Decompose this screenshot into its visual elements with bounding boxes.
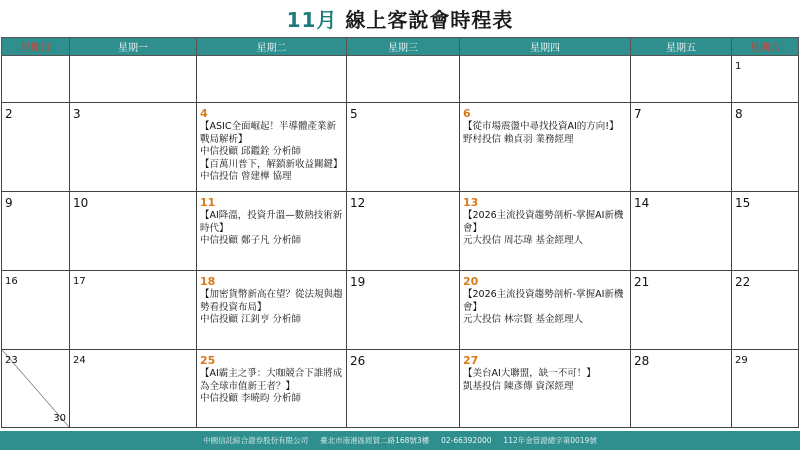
event-speaker: 凱基投信 陳彥傳 資深經理 xyxy=(463,380,574,392)
event-speaker: 中信投顧 江釗亨 分析師 xyxy=(200,314,302,325)
event-title: 【百萬川普下，解鎖新收益關鍵】 xyxy=(200,158,343,170)
day-number: 11 xyxy=(200,196,216,209)
day-cell xyxy=(732,271,799,350)
day-number: 19 xyxy=(350,275,366,289)
day-cell xyxy=(460,103,631,192)
day-cell xyxy=(2,271,70,350)
day-cell xyxy=(197,271,347,350)
day-number: 6 xyxy=(463,107,471,120)
day-number: 23 xyxy=(5,355,18,366)
day-cell xyxy=(347,271,460,350)
day-number: 3 xyxy=(73,107,81,121)
day-number: 22 xyxy=(735,275,751,289)
day-cell xyxy=(70,103,197,192)
week-row xyxy=(2,56,799,103)
day-cell xyxy=(460,350,631,428)
day-cell xyxy=(460,271,631,350)
day-cell xyxy=(70,56,197,103)
weekday-header-sun: 星期日 xyxy=(2,38,70,56)
event-title: 【2026主流投資趨勢剖析-掌握AI新機會】 xyxy=(463,289,624,313)
day-number: 15 xyxy=(735,196,751,210)
day-cell xyxy=(460,56,631,103)
footer-bar: 中國信託綜合證券股份有限公司 臺北市南港區經貿二路168號3樓 02-66392000 112年金管證總字第0019號 xyxy=(0,431,800,450)
weekday-header-thu: 星期四 xyxy=(460,38,631,56)
title-text: 線上客說會時程表 xyxy=(337,8,514,32)
day-number: 20 xyxy=(463,275,479,288)
week-row xyxy=(2,103,799,192)
week-row xyxy=(2,271,799,350)
day-cell xyxy=(197,192,347,271)
day-cell xyxy=(460,192,631,271)
day-cell xyxy=(70,192,197,271)
weekday-header-tue: 星期二 xyxy=(197,38,347,56)
event-speaker: 元大投信 周芯瑋 基金經理人 xyxy=(463,235,584,246)
day-number: 27 xyxy=(463,354,479,367)
day-number: 18 xyxy=(200,275,216,288)
day-number: 7 xyxy=(634,107,642,121)
day-number-30: 30 xyxy=(53,412,66,424)
day-cell xyxy=(2,192,70,271)
weekday-header-row xyxy=(2,38,799,56)
calendar-table xyxy=(1,37,799,428)
day-number: 21 xyxy=(634,275,650,289)
day-cell xyxy=(2,350,70,428)
day-number: 26 xyxy=(350,354,366,368)
day-cell xyxy=(197,56,347,103)
day-cell xyxy=(70,271,197,350)
weekday-header-sat: 星期六 xyxy=(732,38,799,56)
day-cell xyxy=(347,192,460,271)
day-cell xyxy=(197,103,347,192)
day-number: 24 xyxy=(73,355,86,366)
event-speaker: 中信投顧 鄭子凡 分析師 xyxy=(200,235,302,246)
day-cell xyxy=(197,350,347,428)
day-number: 8 xyxy=(735,107,743,121)
week-row xyxy=(2,350,799,428)
day-number: 28 xyxy=(634,354,650,368)
event-speaker: 元大投信 林宗賢 基金經理人 xyxy=(463,314,584,325)
day-cell xyxy=(631,271,732,350)
day-cell xyxy=(631,192,732,271)
day-number: 13 xyxy=(463,196,479,209)
day-cell xyxy=(732,56,799,103)
day-number: 9 xyxy=(5,196,13,210)
day-cell xyxy=(732,103,799,192)
event-title: 【ASIC全面崛起！半導體產業新戰局解析】 xyxy=(200,121,336,145)
day-cell xyxy=(732,350,799,428)
day-number: 4 xyxy=(200,107,208,120)
title-month: 11月 xyxy=(286,8,338,32)
day-number: 16 xyxy=(5,276,18,287)
day-number: 25 xyxy=(200,354,216,367)
day-number: 29 xyxy=(735,355,748,366)
event-title: 【AI霸主之爭：大咖競合下誰將成為全球市值新王者？】 xyxy=(200,368,343,392)
day-number: 1 xyxy=(735,61,742,72)
event-speaker: 中信投顧 李曉昀 分析師 xyxy=(200,393,302,404)
day-cell xyxy=(2,103,70,192)
day-number: 17 xyxy=(73,276,86,287)
day-cell xyxy=(631,56,732,103)
week-row xyxy=(2,192,799,271)
page-title xyxy=(0,4,800,33)
weekday-header-wed: 星期三 xyxy=(347,38,460,56)
event-title: 【加密貨幣新高在望？從法規與趨勢看投資布局】 xyxy=(200,289,343,313)
event-title: 【美台AI大聯盟，缺一不可！】 xyxy=(463,368,596,379)
day-number: 2 xyxy=(5,107,13,121)
weekday-header-fri: 星期五 xyxy=(631,38,732,56)
event-speaker: 中信投信 曾建樺 協理 xyxy=(200,171,292,182)
day-cell xyxy=(631,350,732,428)
event-title: 【從市場震盪中尋找投資AI的方向!】 xyxy=(463,121,619,132)
day-cell xyxy=(2,56,70,103)
weekday-header-mon: 星期一 xyxy=(70,38,197,56)
day-number: 12 xyxy=(350,196,366,210)
event-title: 【2026主流投資趨勢剖析-掌握AI新機會】 xyxy=(463,210,624,234)
day-number: 14 xyxy=(634,196,650,210)
day-cell xyxy=(631,103,732,192)
day-cell xyxy=(347,103,460,192)
day-cell xyxy=(732,192,799,271)
day-cell xyxy=(347,350,460,428)
day-number: 10 xyxy=(73,196,89,210)
day-number: 5 xyxy=(350,107,358,121)
event-speaker: 中信投顧 邱鑑銓 分析師 xyxy=(200,146,302,157)
day-cell xyxy=(70,350,197,428)
event-title: 【AI降溫，投資升溫—數熱技術新時代】 xyxy=(200,210,343,234)
event-speaker: 野村投信 賴貞羽 業務經理 xyxy=(463,133,574,145)
day-cell xyxy=(347,56,460,103)
